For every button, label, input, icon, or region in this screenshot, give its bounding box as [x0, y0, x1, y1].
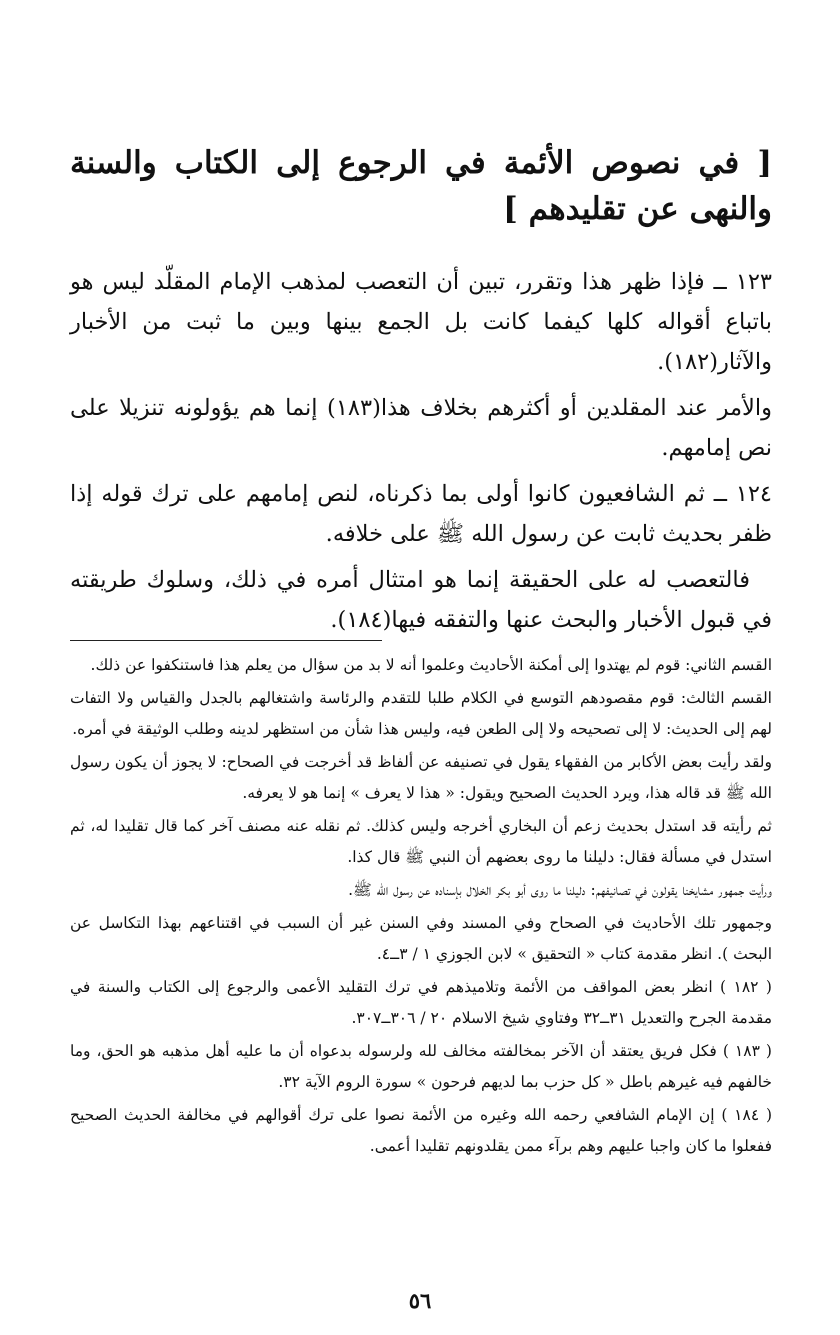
section-heading: [ في نصوص الأئمة في الرجوع إلى الكتاب والسنة والنهى عن تقليدهم ] [70, 145, 772, 227]
paragraph-muqallidin: والأمر عند المقلدين أو أكثرهم بخلاف هذا(١٨٣) إنما هم يؤولونه تنزيلا على نص إمامهم. [70, 395, 772, 461]
footnote-line: ثم رأيته قد استدل بحديث زعم أن البخاري أخرجه وليس كذلك. ثم نقله عنه مصنف آخر كما قال تقليدا له، ثم استدل في مسألة فقال: دليلنا ما روى بعضهم أن النبي ﷺ قال كذا. [70, 817, 772, 866]
footnote-183: ( ١٨٣ ) فكل فريق يعتقد أن الآخر بمخالفته مخالف لله ولرسوله بدعواه أن ما عليه أهل مذهبه هو الحق، وما خالفهم فيه غيرهم باطل « كل حزب بما لديهم فرحون » سورة الروم الآية ٣٢. [70, 1042, 772, 1091]
footnote-line: القسم الثاني: قوم لم يهتدوا إلى أمكنة الأحاديث وعلموا أنه لا بد من سؤال من يعلم هذا فاستنكفوا عن ذلك. [90, 656, 772, 674]
footnote-divider [70, 640, 382, 641]
footnote-line: ولقد رأيت بعض الأكابر من الفقهاء يقول في تصنيفه عن ألفاظ قد أخرجت في الصحاح: لا يجوز أن يكون رسول الله ﷺ قد قاله هذا، ويرد الحديث الصحيح ويقول: « هذا لا يعرف » إنما هو لا يعرفه. [70, 753, 772, 802]
paragraph-taassub: فالتعصب له على الحقيقة إنما هو امتثال أمره في ذلك، وسلوك طريقته في قبول الأخبار والبحث عنها والتفقه فيها(١٨٤). [70, 567, 772, 633]
page-number: ٥٦ [408, 1288, 432, 1313]
paragraph-123: ١٢٣ ــ فإذا ظهر هذا وتقرر، تبين أن التعصب لمذهب الإمام المقلّد ليس هو باتباع أقواله كلها كيفما كانت بل الجمع بينها وبين ما ثبت من الأخبار والآثار(١٨٢). [70, 269, 772, 375]
footnote-line: ورأيت جمهور مشايخنا يقولون في تصانيفهم: دليلنا ما روى أبو بكر الخلال بإسناده عن رسول الله ﷺ. [348, 881, 772, 899]
paragraph-124: ١٢٤ ــ ثم الشافعيون كانوا أولى بما ذكرناه، لنص إمامهم على ترك قوله إذا ظفر بحديث ثابت عن رسول الله ﷺ على خلافه. [70, 481, 772, 547]
footnote-line: وجمهور تلك الأحاديث في الصحاح وفي المسند وفي السنن غير أن السبب في اقتناعهم بهذا التكاسل عن البحث ). انظر مقدمة كتاب « التحقيق » لابن الجوزي ١ / ٣ــ٤. [70, 914, 772, 963]
main-text [70, 262, 772, 646]
footnote-182: ( ١٨٢ ) انظر بعض المواقف من الأئمة وتلاميذهم في ترك التقليد الأعمى والرجوع إلى الكتاب والسنة في مقدمة الجرح والتعديل ٣١ــ٣٢ وفتاوي شيخ الاسلام ٢٠ / ٣٠٦ــ٣٠٧. [70, 978, 772, 1027]
footnotes [70, 650, 772, 1164]
footnote-line: القسم الثالث: قوم مقصودهم التوسع في الكلام طلبا للتقدم والرئاسة واشتغالهم بالجدل والقياس ولا التفات لهم إلى الحديث: لا إلى تصحيحه ولا إلى الطعن فيه، وليس هذا شأن من استظهر لدينه وطلب الوثيقة في أمره. [70, 689, 772, 738]
footnote-184: ( ١٨٤ ) إن الإمام الشافعي رحمه الله وغيره من الأئمة نصوا على ترك أقوالهم في مخالفة الحديث الصحيح ففعلوا ما كان واجبا عليهم وهم برآء ممن يقلدونهم تقليدا أعمى. [70, 1106, 772, 1155]
